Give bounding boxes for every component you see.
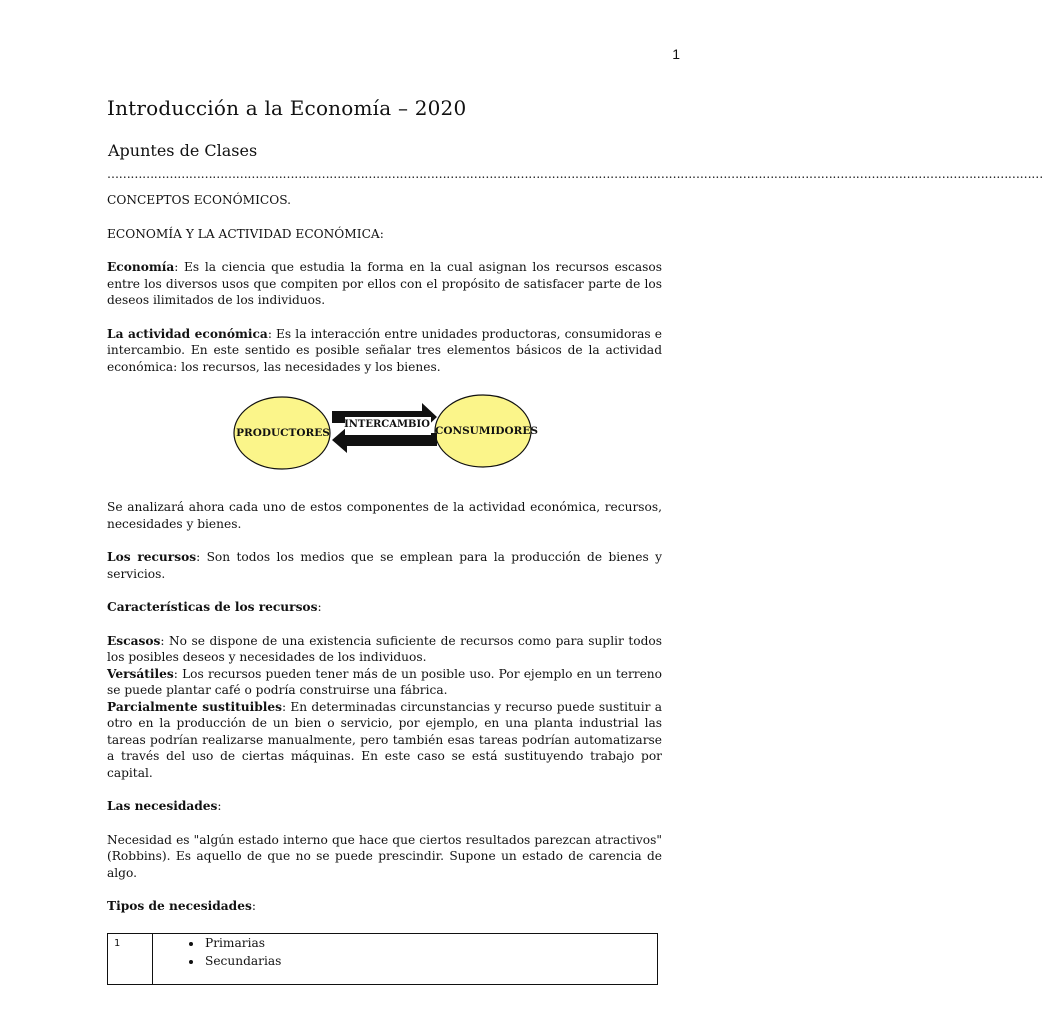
productores-label: PRODUCTORES <box>236 427 330 439</box>
heading-tipos-tail: : <box>251 899 256 913</box>
paragraph-actividad <box>107 326 662 376</box>
section-heading-concepts-tail: . <box>287 193 292 207</box>
term-economia: Economía <box>107 260 175 274</box>
heading-necesidades-text: Las necesidades <box>107 799 218 813</box>
term-actividad: La actividad económica <box>107 326 268 341</box>
list-item: • Primarias <box>203 934 657 952</box>
paragraph-economia <box>107 259 662 309</box>
page-number: 1 <box>672 46 680 62</box>
heading-necesidades <box>107 798 662 815</box>
paragraph-recursos <box>107 549 662 582</box>
term-versatiles: Versátiles <box>107 666 174 681</box>
term-escasos: Escasos <box>107 633 161 648</box>
intercambio-label: INTERCAMBIO <box>344 419 430 430</box>
needs-table-list-cell <box>153 934 657 984</box>
document-subtitle: Apuntes de Clases <box>108 141 258 160</box>
document-title: Introducción a la Economía – 2020 <box>107 96 467 120</box>
section-heading-concepts <box>107 192 662 209</box>
heading-caracteristicas-tail: : <box>317 600 322 614</box>
document-body <box>107 96 1043 985</box>
needs-table <box>107 933 658 985</box>
heading-tipos-text: Tipos de necesidades <box>107 899 252 913</box>
text-parcialmente: : En determinadas circunstancias y recurso puede sustituir a otro en la producción de un bien o servicio, por ejemplo, en una planta industrial las tareas podrían realizarse manualmente, pero también esas tareas podrían automatizarse a través del uso de ciertas máquinas. En este caso se está sustituyendo trabajo por capital. <box>107 699 662 780</box>
heading-caracteristicas <box>107 599 662 616</box>
text-actividad: : Es la interacción entre unidades productoras, consumidoras e intercambio. En este sentido es posible señalar tres elementos básicos de la actividad económica: los recursos, las necesidades y los bienes. <box>107 326 662 374</box>
economic-activity-diagram <box>107 389 662 481</box>
text-recursos: : Son todos los medios que se emplean para la producción de bienes y servicios. <box>107 550 662 581</box>
text-escasos: : No se dispone de una existencia suficiente de recursos como para suplir todos los posibles deseos y necesidades de los individuos. <box>107 633 662 664</box>
dotted-separator: …………………………………………………………………………………………………………………………………………………………………………………………………………………… <box>107 167 1043 181</box>
paragraph-parcialmente <box>107 699 662 782</box>
consumidores-label: CONSUMIDORES <box>435 425 538 437</box>
term-parcialmente: Parcialmente sustituibles <box>107 699 282 714</box>
paragraph-versatiles <box>107 666 662 699</box>
list-item: • Secundarias <box>203 952 657 970</box>
needs-list <box>153 934 657 970</box>
diagram-graphic <box>107 389 662 481</box>
paragraph-analysis: Se analizará ahora cada uno de estos componentes de la actividad económica, recursos, necesidades y bienes. <box>107 500 662 531</box>
paragraph-escasos <box>107 633 662 666</box>
section-heading-economy-activity: ECONOMÍA Y LA ACTIVIDAD ECONÓMICA: <box>107 226 384 241</box>
text-economia: : Es la ciencia que estudia la forma en la cual asignan los recursos escasos entre los diversos usos que compiten por ellos con el propósito de satisfacer parte de los deseos ilimitados de los individuos. <box>107 260 662 307</box>
heading-necesidades-tail: : <box>217 799 222 813</box>
heading-tipos <box>107 898 662 915</box>
text-versatiles: : Los recursos pueden tener más de un posible uso. Por ejemplo en un terreno se puede plantar café o podría construirse una fábrica. <box>107 666 662 697</box>
needs-table-number-cell: 1 <box>108 934 153 984</box>
heading-caracteristicas-text: Características de los recursos <box>107 600 318 614</box>
term-recursos: Los recursos <box>107 550 197 564</box>
paragraph-necesidad: Necesidad es "algún estado interno que hace que ciertos resultados parezcan atractivos" (Robbins). Es aquello de que no se puede prescindir. Supone un estado de carencia de algo. <box>107 832 662 880</box>
section-heading-concepts-text: CONCEPTOS ECONÓMICOS <box>107 193 288 207</box>
